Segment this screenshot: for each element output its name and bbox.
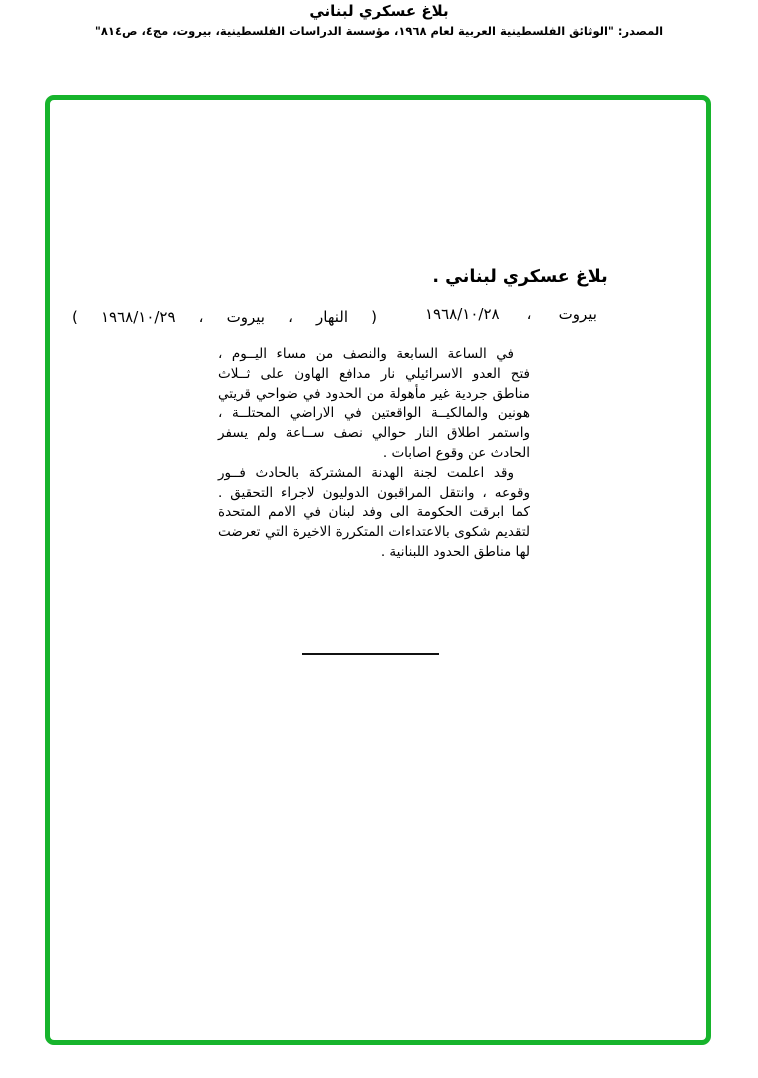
body-line: مناطق جردية غير مأهولة من الحدود في ضواحي قريتي [218, 385, 530, 402]
body-line: وقد اعلمت لجنة الهدنة المشتركة بالحادث فــور [218, 464, 514, 481]
body-line: لها مناطق الحدود اللبنانية . [380, 543, 530, 560]
page-header-title: بلاغ عسكري لبناني [309, 2, 449, 20]
page-header-source-citation: المصدر: "الوثائق الفلسطينية العربية لعام ١٩٦٨، مؤسسة الدراسات الفلسطينية، بيروت، مج٤، ص٨١٤" [94, 24, 664, 38]
dateline-beirut: بيروت ، ١٩٦٨/١٠/٢٨ [425, 305, 597, 323]
end-of-text-rule [302, 653, 439, 655]
document-title: بلاغ عسكري لبناني . [432, 267, 608, 287]
body-line: الحادث عن وقوع اصابات . [382, 444, 530, 461]
body-line: فتح العدو الاسرائيلي نار مدافع الهاون على ثــلاث [218, 365, 530, 382]
body-line: لتقديم شكوى بالاعتداءات المتكررة الاخيرة التي تعرضت [218, 524, 530, 541]
body-line: هونين والمالكيــة الواقعتين في الاراضي المحتلــة ، [218, 405, 530, 422]
body-line: وقوعه ، وانتقل المراقبون الدوليون لاجراء التحقيق . [218, 484, 530, 501]
body-line: كما ابرقت الحكومة الى وفد لبنان في الامم المتحدة [218, 504, 530, 521]
body-line: في الساعة السابعة والنصف من مساء اليــوم ، [218, 346, 514, 362]
body-line: واستمر اطلاق النار حوالي نصف ســاعة ولم يسفر [218, 425, 530, 442]
green-highlight-frame [45, 95, 711, 1045]
document-body [218, 345, 530, 563]
dateline-alnahar-source: ( النهار ، بيروت ، ١٩٦٨/١٠/٢٩ ) [72, 308, 378, 326]
